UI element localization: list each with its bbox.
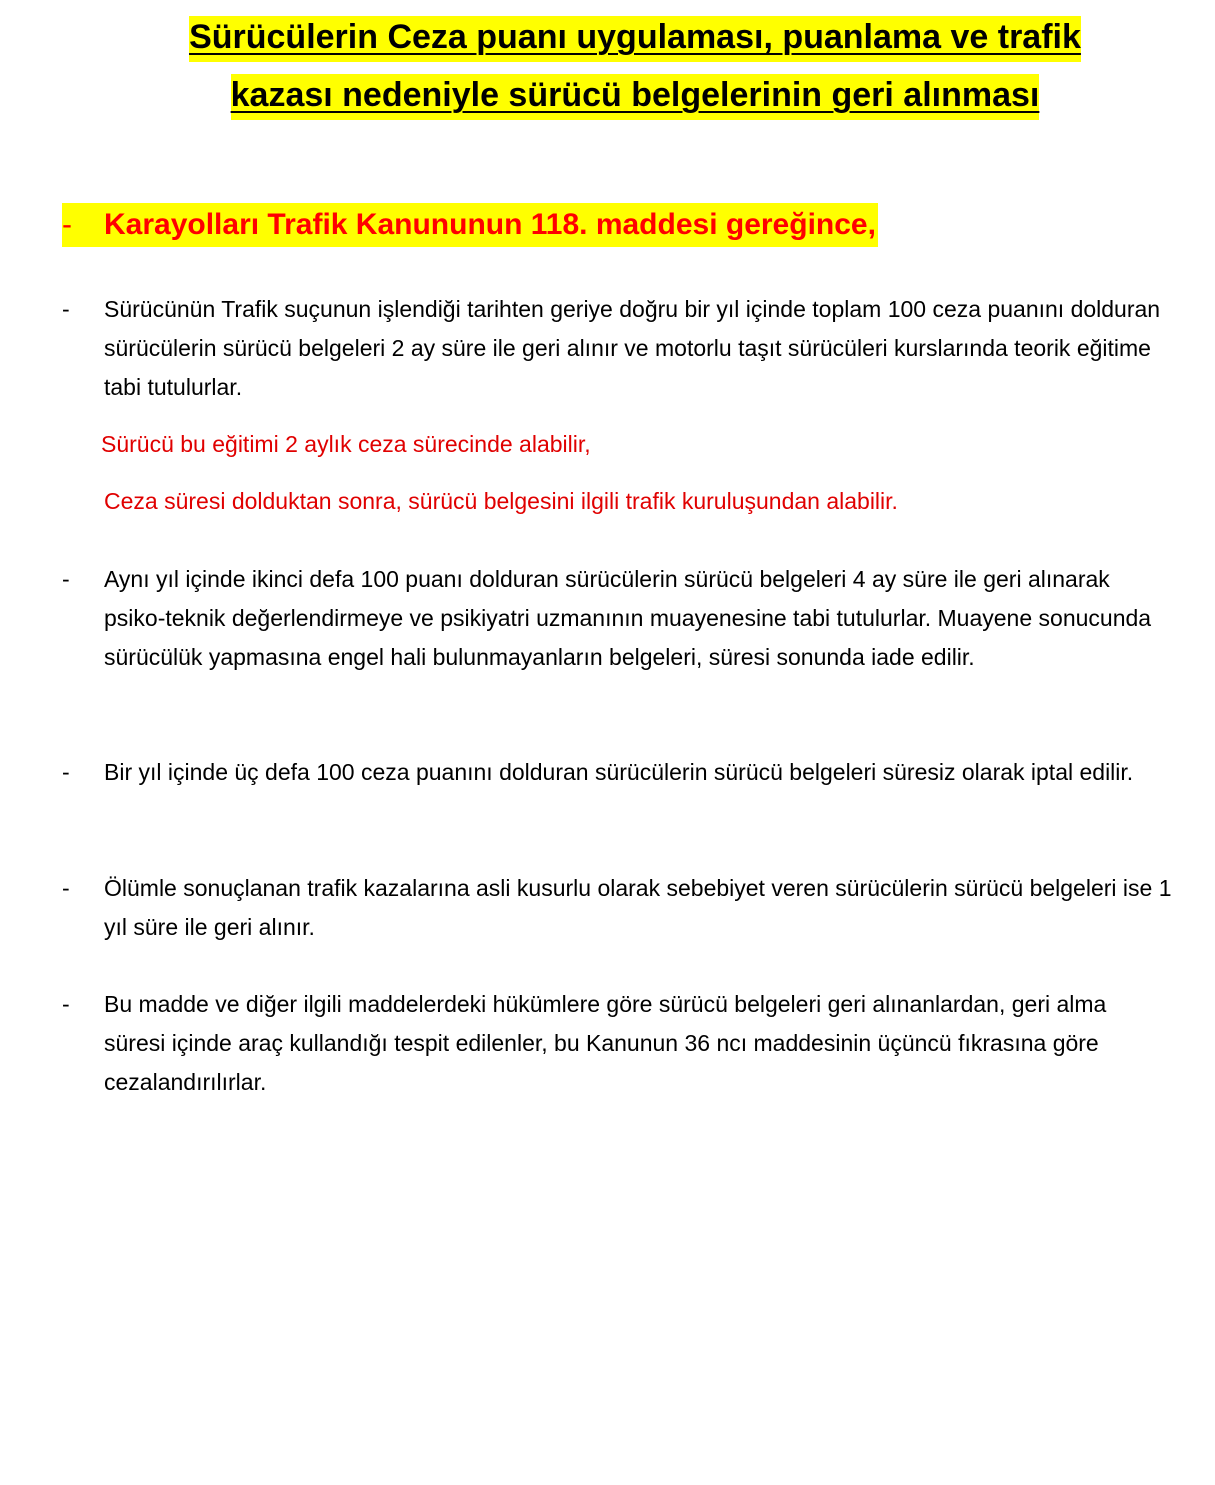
title-line-1: Sürücülerin Ceza puanı uygulaması, puanlama ve trafik [189,16,1081,62]
list-item-dash: - [62,296,70,322]
list-item-dash: - [62,875,70,901]
list-item-dash: - [62,759,70,785]
list-item-text: Bu madde ve diğer ilgili maddelerdeki hükümlere göre sürücü belgeleri geri alınanlardan, geri alma süresi içinde araç kullandığı tespit edilenler, bu Kanunun 36 ncı maddesinin üçüncü fıkrasına göre cezalandırılırlar. [104,991,1107,1095]
list-item-text: Sürücünün Trafik suçunun işlendiği tarihten geriye doğru bir yıl içinde toplam 100 ceza puanını dolduran sürücülerin sürücü belgeleri 2 ay süre ile geri alınır ve motorlu taşıt sürücüleri kurslarında teorik eğitime tabi tutulurlar. [104,296,1161,400]
section-heading [62,203,878,247]
list-item-dash: - [62,991,70,1017]
list-item-text: Ölümle sonuçlanan trafik kazalarına asli kusurlu olarak sebebiyet veren sürücülerin sürücü belgeleri ise 1 yıl süre ile geri alınır. [104,875,1172,940]
heading-text: Karayolları Trafik Kanununun 118. maddesi gereğince, [104,208,876,241]
page-title [60,8,1210,124]
note-license-return: Ceza süresi dolduktan sonra, sürücü belgesini ilgili trafik kuruluşundan alabilir. [104,488,898,514]
note-education: Sürücü bu eğitimi 2 aylık ceza sürecinde alabilir, [101,431,591,457]
title-line-2: kazası nedeniyle sürücü belgelerinin geri alınması [231,74,1040,120]
list-item-dash: - [62,566,70,592]
list-item-text: Bir yıl içinde üç defa 100 ceza puanını dolduran sürücülerin sürücü belgeleri süresiz olarak iptal edilir. [104,759,1134,785]
list-item-text: Aynı yıl içinde ikinci defa 100 puanı dolduran sürücülerin sürücü belgeleri 4 ay süre ile geri alınarak psiko-teknik değerlendirmeye ve psikiyatri uzmanının muayenesine tabi tutulurlar. Muayene sonucunda sürücülük yapmasına engel hali bulunmayanların belgeleri, süresi sonunda iade edilir. [104,566,1152,670]
heading-dash: - [62,208,72,241]
